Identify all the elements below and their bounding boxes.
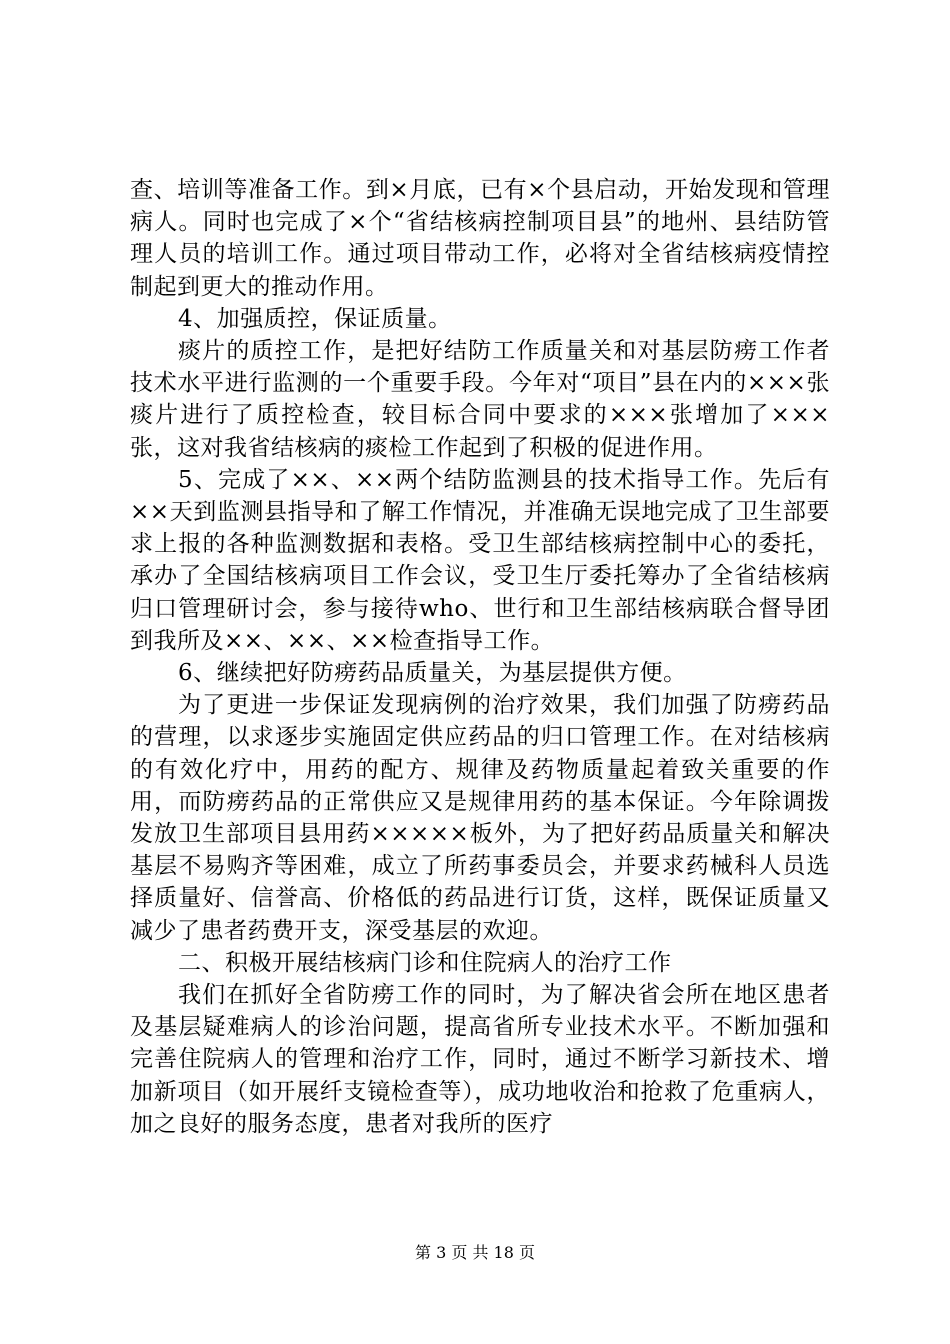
section-heading-2: 二、积极开展结核病门诊和住院病人的治疗工作 bbox=[178, 949, 672, 976]
paragraph-4: 5、完成了××、××两个结防监测县的技术指导工作。先后有××天到监测县指导和了解工作情况，并准确无误地完成了卫生部要求上报的各种监测数据和表格。受卫生部结核病控制中心的委托，承办了全国结核病项目工作会议，受卫生厅委托筹办了全省结核病归口管理研讨会，参与接待who、世行和卫生部结核病联合督导团到我所及××、××、××检查指导工作。 bbox=[130, 466, 830, 654]
paragraph-2-heading: 4、加强质控，保证质量。 bbox=[178, 305, 452, 332]
paragraph-5-heading: 6、继续把好防痨药品质量关，为基层提供方便。 bbox=[178, 660, 687, 687]
paragraph-6: 为了更进一步保证发现病例的治疗效果，我们加强了防痨药品的营理，以求逐步实施固定供应药品的归口管理工作。在对结核病的有效化疗中，用药的配方、规律及药物质量起着致关重要的作用，而防痨药品的正常供应又是规律用药的基本保证。今年除调拨发放卫生部项目县用药×××××板外，为了把好药品质量关和解决基层不易购齐等困难，成立了所药事委员会，并要求药械科人员选择质量好、信誉高、价格低的药品进行订货，这样，既保证质量又减少了患者药费开支，深受基层的欢迎。 bbox=[130, 692, 830, 944]
paragraph-3: 痰片的质控工作，是把好结防工作质量关和对基层防痨工作者技术水平进行监测的一个重要手段。今年对“项目”县在内的×××张痰片进行了质控检查，较目标合同中要求的×××张增加了×××张，这对我省结核病的痰检工作起到了积极的促进作用。 bbox=[130, 338, 830, 461]
page-footer: 第 3 页 共 18 页 bbox=[415, 1243, 535, 1262]
paragraph-1: 查、培训等准备工作。到×月底，已有×个县启动，开始发现和管理病人。同时也完成了×个“省结核病控制项目县”的地州、县结防管理人员的培训工作。通过项目带动工作，必将对全省结核病疫情控制起到更大的推动作用。 bbox=[130, 177, 830, 300]
document-body bbox=[130, 174, 830, 1140]
paragraph-8: 我们在抓好全省防痨工作的同时，为了解决省会所在地区患者及基层疑难病人的诊治问题，提高省所专业技术水平。不断加强和完善住院病人的管理和治疗工作，同时，通过不断学习新技术、增加新项目（如开展纤支镜检查等），成功地收治和抢救了危重病人，加之良好的服务态度，患者对我所的医疗 bbox=[130, 982, 830, 1137]
